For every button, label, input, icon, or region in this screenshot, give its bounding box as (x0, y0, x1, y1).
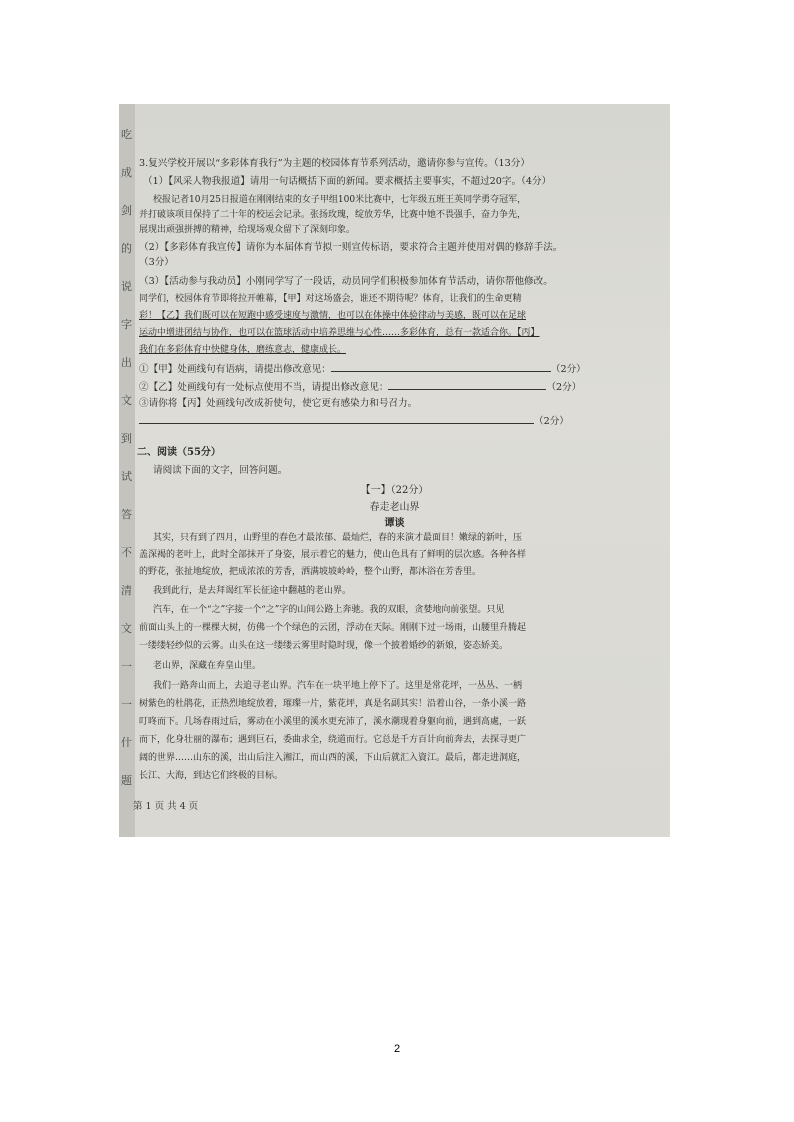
question-3-heading: 3.复兴学校开展以“多彩体育我行”为主题的校园体育节系列活动，邀请你参与宣传。（13分） (139, 158, 530, 169)
margin-char: 到 (121, 432, 132, 445)
article-title: 春走老山界 (369, 502, 420, 513)
margin-char: 剑 (121, 204, 132, 217)
sub-question-2-text: ②【乙】处画线句有一处标点使用不当，请提出修改意见： (139, 382, 389, 393)
answer-blank[interactable] (331, 362, 551, 372)
sub-question-3: ③请你将【丙】处画线句改成祈使句，使它更有感染力和号召力。 (139, 398, 418, 409)
margin-char: 文 (121, 622, 132, 635)
sub-question-1-text: ①【甲】处画线句有语病，请提出修改意见： (139, 364, 331, 375)
sub-question-2 (139, 380, 581, 394)
margin-char: 说 (121, 280, 132, 293)
margin-char: 清 (121, 584, 132, 597)
margin-char: 答 (121, 508, 132, 521)
paragraph-line: 运动中增进团结与协作，也可以在篮球活动中培养思维与心性……多彩体育，总有一款适合你。【丙】 (139, 328, 540, 338)
article-line: 叮咚而下。几场春雨过后，雾动在小溪里的溪水更充沛了，溪水潮现着身躯向前，遇到高處，一跃 (139, 717, 527, 727)
margin-char: 的 (121, 242, 132, 255)
article-line: 我们一路奔山而上，去追寻老山界。汽车在一块平地上停下了。这里是常花坪，一丛丛、一柄 (153, 681, 523, 691)
section-2-heading: 二、阅读（55分） (137, 447, 221, 458)
margin-char: 不 (121, 546, 132, 559)
sub-question-1 (139, 362, 586, 376)
score-label: （2分） (534, 416, 569, 427)
margin-char: 试 (121, 470, 132, 483)
bleed-through (269, 434, 272, 444)
paragraph-line: 同学们，校园体育节即将拉开帷幕，【甲】对这场盛会，谁还不期待呢？体育，让我们的生命更精 (139, 294, 522, 304)
news-line: 并打破该项目保持了二十年的校运会记录。张扬玫瑰，绽放芳华，比赛中她不畏强手，奋力争先， (139, 210, 527, 220)
article-line: 老山界，深藏在弃皇山里。 (153, 661, 262, 671)
margin-char: 文 (121, 394, 132, 407)
paragraph-line: 彩！【乙】我们既可以在短跑中感受速度与激情，也可以在体操中体验律动与美感，既可以在足球 (139, 311, 527, 321)
news-line: 展现出顽强拼搏的精神，给现场观众留下了深刻印象。 (139, 225, 356, 235)
scanned-exam-photo (119, 104, 670, 837)
answer-blank[interactable] (139, 414, 534, 424)
binding-margin (119, 104, 135, 837)
margin-char: 一 (121, 660, 132, 673)
article-line: 前面山头上的一棵棵大树，仿佛一个个绿色的云团，浮动在天际。刚刚下过一场雨，山腰里升腾起 (139, 623, 527, 633)
article-line: 的野花，张扯地绽放，把成浓浓的芳香，洒满坡坡岭岭，整个山野，都沐浴在芳香里。 (139, 567, 482, 577)
article-author: 谭谈 (384, 518, 405, 529)
margin-char: 一 (121, 698, 132, 711)
question-3-3: （3）【活动参与我动员】小刚同学写了一段话，动员同学们积极参加体育节活动，请你帮他修改。 (139, 276, 553, 287)
article-line: 长江、大海，到达它们终极的目标。 (139, 771, 284, 781)
margin-char: 什 (121, 736, 132, 749)
question-3-2-score: （3分） (139, 257, 174, 268)
subsection-heading: 【一】（22分） (360, 485, 429, 496)
photo-footer: 第 1 页 共 4 页 (133, 801, 199, 812)
article-line: 一缕缕轻纱似的云雾。山头在这一缕缕云雾里时隐时现，像一个披着婚纱的新娘，姿态娇美。 (139, 641, 509, 651)
sub-question-3-answer (139, 414, 569, 428)
article-line: 我到此行，是去拜谒红军长征途中翻越的老山界。 (153, 586, 352, 596)
page-number: 2 (393, 1043, 401, 1055)
question-3-2: （2）【多彩体育我宣传】请你为本届体育节拟一则宣传标语，要求符合主题并使用对偶的修辞手法。 (139, 242, 563, 253)
article-line: 树紫色的杜鹃花，正热烈地绽放着，璀璨一片，紫花坪，真是名副其实！沿着山谷，一条小溪一路 (139, 699, 527, 709)
article-line: 而下，化身壮丽的瀑布；遇到巨石，委曲求全，绕道而行。它总是千方百计向前奔去，去探寻更广 (139, 735, 527, 745)
score-label: （2分） (550, 364, 586, 375)
news-line: 校报记者10月25日报道在刚刚结束的女子甲组100米比赛中，七年级五班王英同学勇夺冠军， (153, 195, 527, 205)
article-line: 盖深褐的老叶上，此时全部抹开了身姿，展示着它的魅力，使山色具有了鲜明的层次感。各种各样 (139, 550, 527, 560)
margin-char: 出 (121, 356, 132, 369)
article-line: 汽车，在一个“之”字接一个“之”字的山间公路上奔驰。我的双眼，贪婪地向前张望。只见 (153, 605, 505, 615)
article-line: 其实，只有到了四月，山野里的春色才最浓郁、最灿烂，春的来演才最面目！嫩绿的新叶，压 (153, 533, 523, 543)
answer-blank[interactable] (388, 380, 546, 390)
question-3-1: （1）【风采人物我报道】请用一句话概括下面的新闻。要求概括主要事实，不超过20字。（4分） (143, 176, 552, 187)
article-line: 阔的世界……山东的溪，出山后注入湘江，而山西的溪，下山后就汇入資江。最后，都走进洞庭， (139, 753, 527, 763)
margin-char: 成 (121, 166, 132, 179)
margin-char: 吃 (121, 128, 132, 141)
paragraph-line: 我们在多彩体育中快健身体，磨练意志，健康成长。 (139, 345, 347, 355)
section-2-intro: 请阅读下面的文字，回答问题。 (153, 465, 288, 476)
margin-char: 题 (121, 774, 132, 787)
score-label: （2分） (546, 382, 582, 393)
margin-char: 字 (121, 318, 132, 331)
